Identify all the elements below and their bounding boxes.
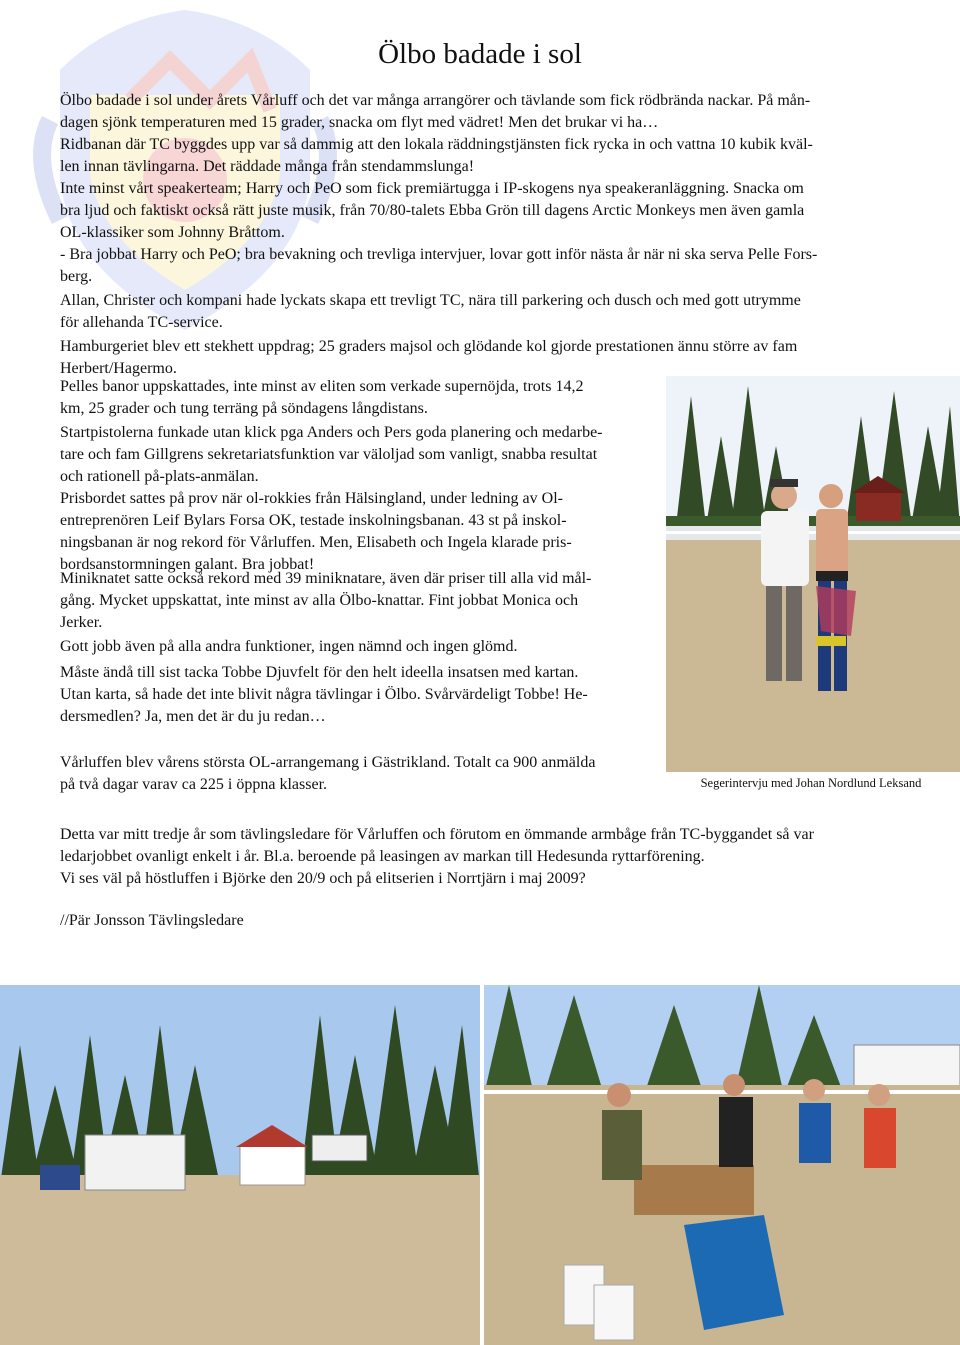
signature: //Pär Jonsson Tävlingsledare: [60, 912, 244, 929]
page-title: Ölbo badade i sol: [378, 38, 582, 70]
paragraph-gott-jobb: Gott jobb även på alla andra funktioner, ingen nämnd och ingen glömd.: [60, 638, 518, 655]
paragraph-karta: Måste ändå till sist tacka Tobbe Djuvfelt för den helt ideella insatsen med kartan. Utan karta, så hade det inte blivit några tävlingar i Ölbo. Svårvärdeligt Tobbe! He- dersmedlen? Ja, men det är du ju redan…: [60, 664, 588, 725]
paragraph-tc: Allan, Christer och kompani hade lyckats skapa ett trevligt TC, nära till parkering och dusch och med gott utrymme för allehanda TC-service.: [60, 292, 801, 331]
paragraph-miniknat: Miniknatet satte också rekord med 39 miniknatare, även där priser till alla vid mål- gång. Mycket uppskattat, inte minst av alla Ölbo-knattar. Fint jobbat Monica och Jerker.: [60, 570, 592, 631]
paragraph-banor: Pelles banor uppskattades, inte minst av eliten som verkade supernöjda, trots 14,2 km, 25 grader och tung terräng på söndagens långdistans.: [60, 378, 584, 417]
paragraph-intro: Ölbo badade i sol under årets Vårluff och det var många arrangörer och tävlande som fick rödbrända nackar. På mån- dagen sjönk temperaturen med 15 grader, snacka om flyt med vädret! Men det brukar vi ha… Ridbanan där TC byggdes upp var så dammig att den lokala räddningstjänsten fick rycka in och vattna 10 kubik kväl- len innan tävlingarna. Det räddade många från stendammslunga!: [60, 92, 813, 175]
paragraph-prisbord: Prisbordet sattes på prov när ol-rokkies från Hälsingland, under ledning av Ol- entreprenören Leif Bylars Forsa OK, testade inskolningsbanan. 43 st på inskol- ningsbanan är nog rekord för Vårluffen. Men, Elisabeth och Ingela klarade pris- bordsanstormningen galant. Bra jobbat!: [60, 490, 572, 573]
paragraph-startpistol: Startpistolerna funkade utan klick pga Anders och Pers goda planering och medarbe- tare och fam Gillgrens sekretariatsfunktion var väloljad som vanligt, snabba resultat och rationell på-plats-anmälan.: [60, 424, 603, 485]
paragraph-hamburgeriet: Hamburgeriet blev ett stekhett uppdrag; 25 graders majsol och glödande kol gjorde prestationen ännu större av fam Herbert/Hagermo.: [60, 338, 798, 377]
paragraph-avslutning: Detta var mitt tredje år som tävlingsledare för Vårluffen och förutom en ömmande armbåge från TC-byggandet så var ledarjobbet ovanligt enkelt i år. Bl.a. beroende på leasingen av markan till Hedesunda ryttarförening. Vi ses väl på höstluffen i Björke den 20/9 och på elitserien i Norrtjärn i maj 2009?: [60, 826, 814, 887]
paragraph-harry-peo: - Bra jobbat Harry och PeO; bra bevakning och trevliga intervjuer, lovar gott inför nästa år när ni ska serva Pelle Fors- berg.: [60, 246, 818, 285]
paragraph-statistik: Vårluffen blev vårens största OL-arrangemang i Gästrikland. Totalt ca 900 anmälda på två dagar varav ca 225 i öppna klasser.: [60, 754, 596, 793]
photo-caption: Segerintervju med Johan Nordlund Leksand: [700, 776, 922, 790]
water-station-photo: [484, 985, 960, 1345]
paragraph-speakerteam: Inte minst vårt speakerteam; Harry och PeO som fick premiärtugga i IP-skogens nya speakeranläggning. Snacka om bra ljud och faktiskt också rätt juste musik, från 70/80-talets Ebba Grön till dagens Arctic Monkeys men även gamla OL-klassiker som Johnny Bråttom.: [60, 180, 805, 241]
interview-photo: [666, 376, 960, 772]
arena-photo: [0, 985, 480, 1345]
